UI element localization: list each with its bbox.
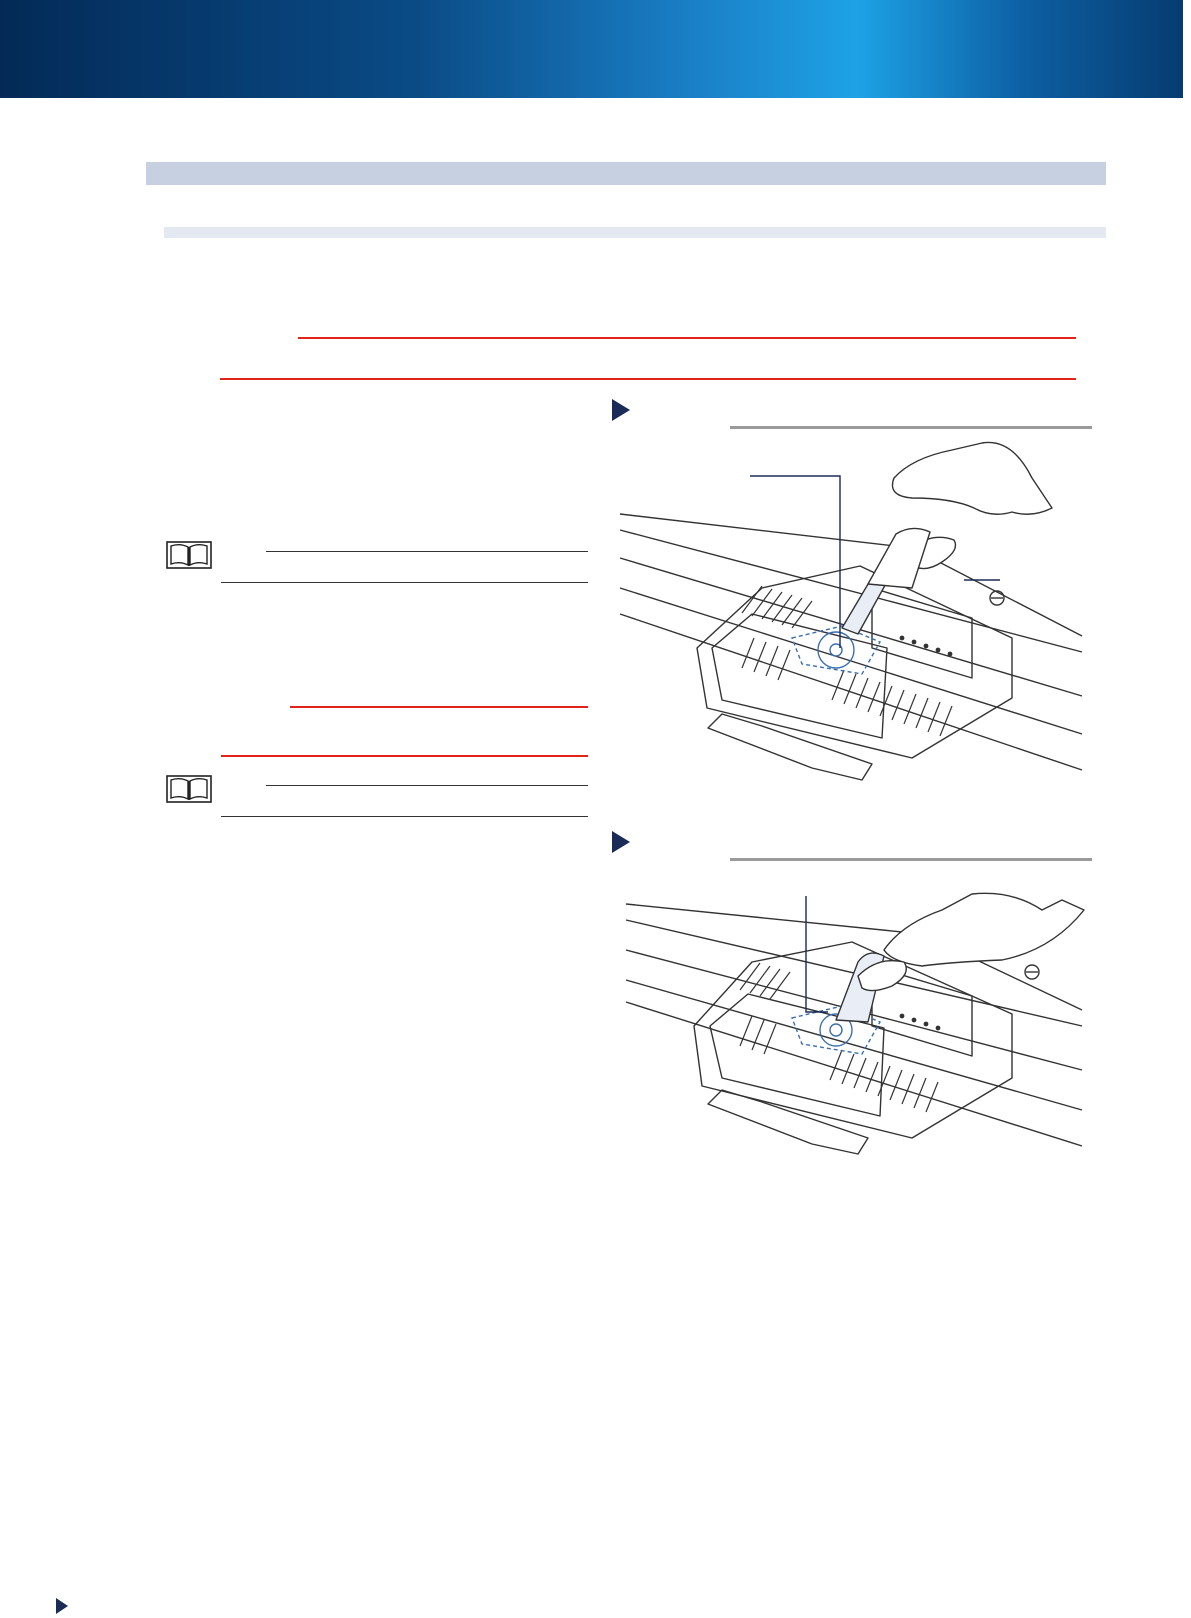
caution-rule-bottom — [220, 378, 1076, 380]
figure-swab-wiping — [622, 890, 1092, 1185]
header-edge — [1183, 0, 1191, 98]
reference-text-2 — [266, 790, 586, 810]
figure-1-step-label — [640, 400, 1040, 420]
book-icon — [166, 775, 212, 803]
figure-2-rule — [730, 858, 1092, 861]
reference-rule-top — [266, 551, 588, 552]
reference-2-rule-bottom — [221, 816, 588, 817]
subsection-title-bar — [164, 227, 1106, 238]
caution-2-rule-bottom — [221, 755, 588, 757]
step-marker-icon — [612, 399, 630, 421]
figure-2-step-label — [640, 832, 1040, 852]
book-icon — [166, 541, 212, 569]
figure-brush-cleaning — [612, 438, 1092, 803]
caution-rule-top — [298, 337, 1076, 339]
page-marker-icon — [56, 1598, 68, 1614]
swab-wiping-illustration — [622, 890, 1092, 1185]
caution-2-title — [221, 712, 581, 732]
reference-text-1 — [266, 556, 586, 576]
step-marker-icon — [612, 831, 630, 853]
brush-cleaning-illustration — [612, 438, 1092, 803]
header-band — [0, 0, 1191, 98]
figure-1-rule — [730, 426, 1092, 429]
section-title-bar — [146, 162, 1106, 185]
reference-2-rule-top — [266, 785, 588, 786]
caution-2-rule-top — [290, 706, 588, 708]
reference-rule-bottom — [221, 582, 588, 583]
